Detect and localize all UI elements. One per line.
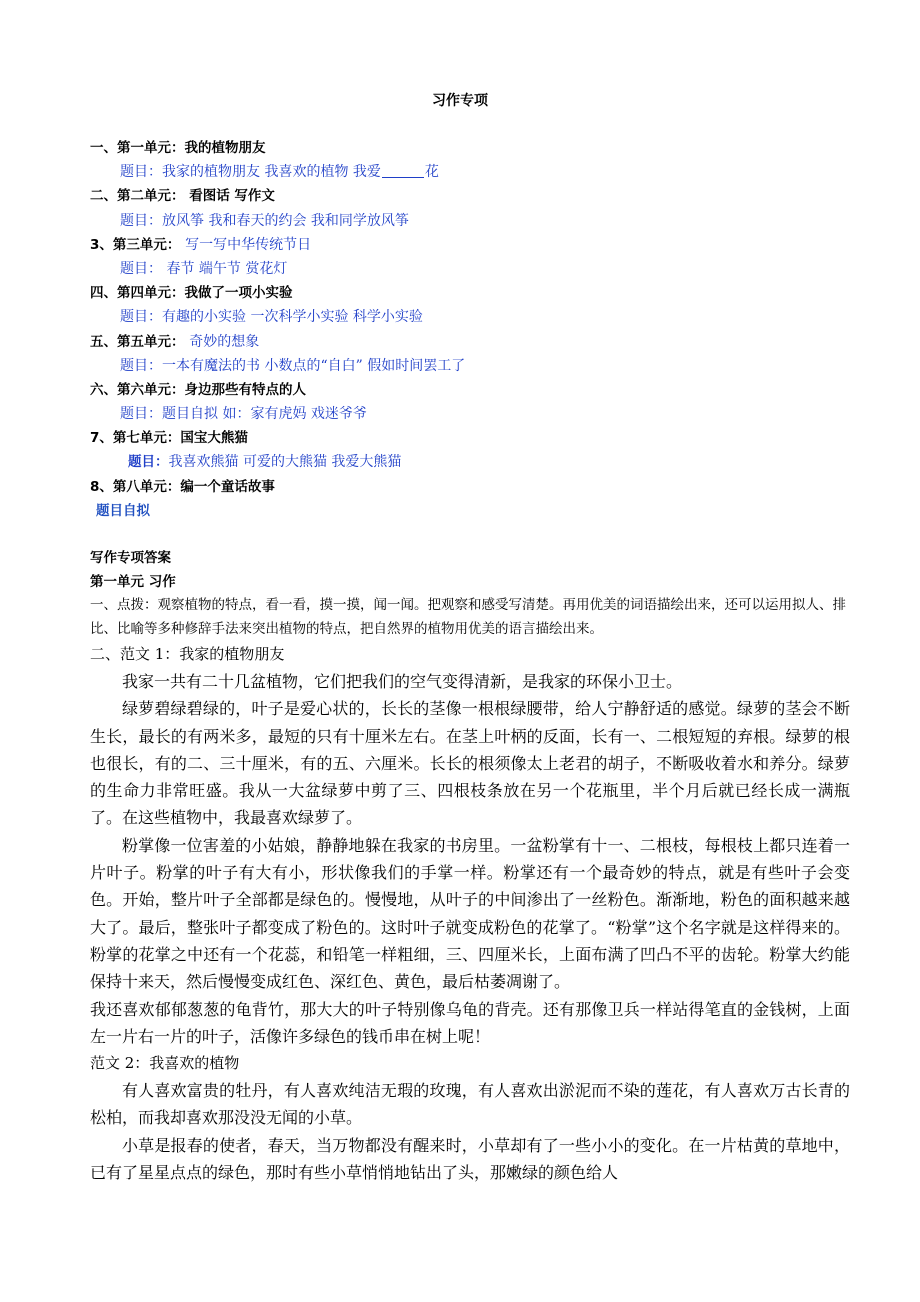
unit-2-topics: 题目：放风筝 我和春天的约会 我和同学放风筝 bbox=[120, 212, 409, 229]
unit-5-heading bbox=[90, 330, 850, 354]
sample-essay-2-heading: 范文 2：我喜欢的植物 bbox=[90, 1054, 240, 1073]
essay-paragraph: 粉掌像一位害羞的小姑娘，静静地躲在我家的书房里。一盆粉掌有十一、二根枝，每根枝上都只连着一片叶子。粉掌的叶子有大有小，形状像我们的手掌一样。粉掌还有一个最奇妙的特点，就是有些叶子会变色。开始，整片叶子全部都是绿色的。慢慢地，从叶子的中间渗出了一丝粉色。渐渐地，粉色的面积越来越大了。最后，整张叶子都变成了粉色的。这时叶子就变成粉色的花掌了。“粉掌”这个名字就是这样得来的。粉掌的花掌之中还有一个花蕊，和铅笔一样粗细，三、四厘米长，上面布满了凹凸不平的齿轮。粉掌大约能保持十来天，然后慢慢变成红色、深红色、黄色，最后枯萎凋谢了。 bbox=[90, 835, 850, 992]
essay-paragraph: 小草是报春的使者，春天，当万物都没有醒来时，小草却有了一些小小的变化。在一片枯黄的草地中，已有了星星点点的绿色，那时有些小草悄悄地钻出了头，那嫩绿的颜色给人 bbox=[90, 1135, 850, 1183]
unit-3-theme: 写一写中华传统节日 bbox=[185, 236, 312, 253]
unit-4-heading: 四、第四单元：我做了一项小实验 bbox=[90, 285, 293, 302]
unit-1-heading: 一、第一单元：我的植物朋友 bbox=[90, 140, 266, 156]
unit-1-answer-heading: 第一单元 习作 bbox=[90, 574, 176, 590]
unit-7-topics-text: 我喜欢熊猫 可爱的大熊猫 我爱大熊猫 bbox=[168, 454, 402, 471]
unit-3-topics: 题目： 春节 端午节 赏花灯 bbox=[120, 260, 288, 277]
unit-5-theme: 奇妙的想象 bbox=[189, 333, 260, 350]
unit-1-topics bbox=[90, 160, 850, 184]
unit-3-heading bbox=[90, 233, 850, 257]
unit-8-heading: 8、第八单元：编一个童话故事 bbox=[90, 478, 275, 495]
fill-blank bbox=[382, 162, 424, 178]
unit-7-heading: 7、第七单元：国宝大熊猫 bbox=[90, 430, 248, 447]
unit-3-heading-text: 3、第三单元： bbox=[90, 236, 181, 253]
sample-essay-1 bbox=[90, 668, 850, 1050]
unit-2-heading: 二、第二单元： 看图话 写作文 bbox=[90, 188, 275, 205]
unit-5-heading-text: 五、第五单元： bbox=[90, 333, 185, 350]
sample-essay-2 bbox=[90, 1077, 850, 1186]
essay-paragraph: 绿萝碧绿碧绿的，叶子是爱心状的，长长的茎像一根根绿腰带，给人宁静舒适的感觉。绿萝的茎会不断生长，最长的有两米多，最短的只有十厘米左右。在茎上叶柄的反面，长有一、二根短短的弃根。绿萝的根也很长，有的二、三十厘米，有的五、六厘米。长长的根须像太上老君的胡子，不断吸收着水和养分。绿萝的生命力非常旺盛。我从一大盆绿萝中剪了三、四根枝条放在另一个花瓶里，半个月后就已经长成一满瓶了。在这些植物中，我最喜欢绿萝了。 bbox=[90, 699, 850, 828]
sample-essay-1-heading: 二、范文 1：我家的植物朋友 bbox=[90, 645, 285, 663]
topic-list bbox=[90, 136, 850, 523]
answer-section bbox=[90, 546, 850, 1186]
unit-1-topics-text: 题目：我家的植物朋友 我喜欢的植物 我爱 bbox=[120, 164, 381, 181]
unit-7-topics bbox=[90, 450, 850, 474]
essay-paragraph: 我家一共有二十几盆植物，它们把我们的空气变得清新，是我家的环保小卫士。 bbox=[122, 672, 683, 691]
unit-6-topics: 题目：题目自拟 如：家有虎妈 戏迷爷爷 bbox=[120, 406, 367, 423]
unit-6-heading: 六、第六单元：身边那些有特点的人 bbox=[90, 381, 306, 398]
unit-4-topics: 题目：有趣的小实验 一次科学小实验 科学小实验 bbox=[120, 309, 423, 326]
writing-tip: 一、点拨：观察植物的特点，看一看，摸一摸，闻一闻。把观察和感受写清楚。再用优美的词语描绘出来，还可以运用拟人、排比、比喻等多种修辞手法来突出植物的特点，把自然界的植物用优美的语言描绘出来。 bbox=[90, 597, 846, 637]
unit-1-topics-suffix: 花 bbox=[424, 164, 439, 181]
unit-8-topics: 题目自拟 bbox=[96, 502, 150, 519]
essay-paragraph: 我还喜欢郁郁葱葱的龟背竹，那大大的叶子特别像乌龟的背壳。还有那像卫兵一样站得笔直的金钱树，上面左一片右一片的叶子，活像许多绿色的钱币串在树上呢！ bbox=[90, 999, 850, 1046]
unit-5-topics: 题目：一本有魔法的书 小数点的“自白” 假如时间罢工了 bbox=[120, 357, 466, 374]
unit-7-topics-label: 题目： bbox=[128, 454, 169, 471]
answers-title: 写作专项答案 bbox=[90, 550, 171, 566]
essay-paragraph: 有人喜欢富贵的牡丹，有人喜欢纯洁无瑕的玫瑰，有人喜欢出淤泥而不染的莲花，有人喜欢万古长青的松柏，而我却喜欢那没没无闻的小草。 bbox=[90, 1081, 850, 1128]
page-title: 习作专项 bbox=[432, 93, 488, 109]
